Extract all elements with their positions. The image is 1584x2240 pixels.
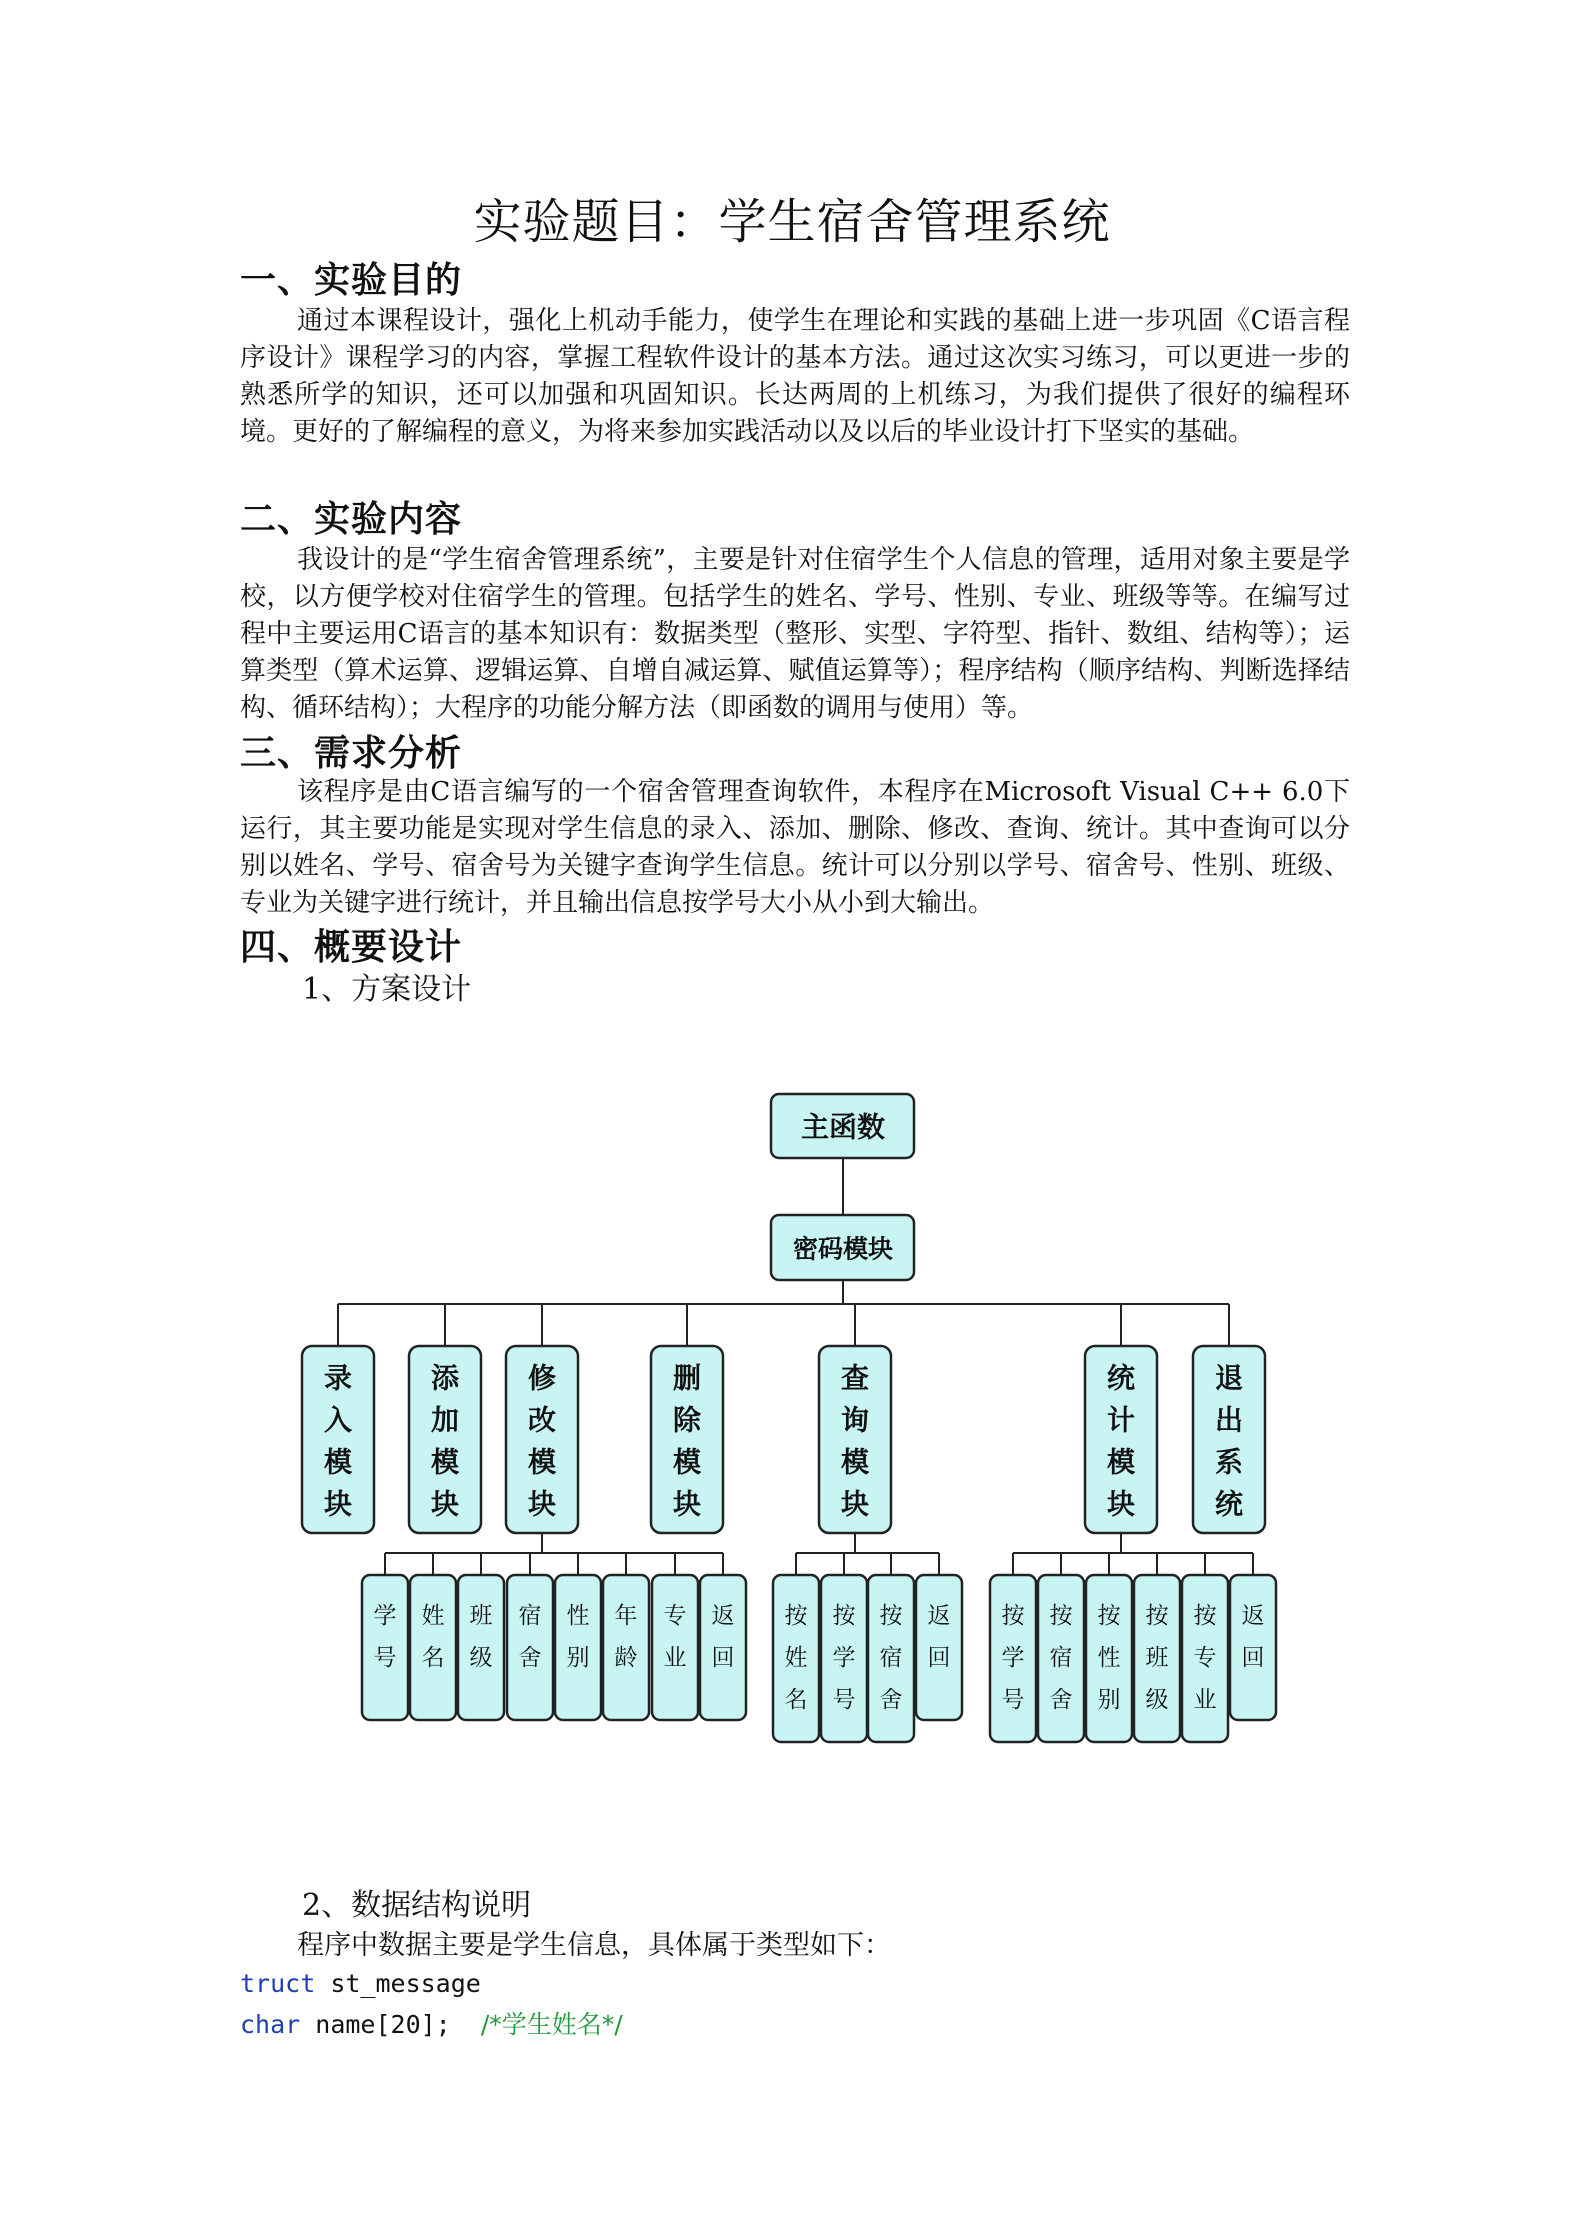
label-module-5-char: 块 — [1106, 1487, 1136, 1521]
label-module-5-char: 模 — [1106, 1445, 1136, 1479]
label-query-child-3-char: 返 — [927, 1603, 951, 1629]
label-modify-child-1-char: 姓 — [421, 1603, 445, 1629]
label-module-2-char: 修 — [527, 1361, 557, 1395]
section-paragraph-purpose: 通过本课程设计，强化上机动手能力，使学生在理论和实践的基础上进一步巩固《C语言程序设计》课程学习的内容，掌握工程软件设计的基本方法。通过这次实习练习，可以更进一步的熟悉所学的知识，还可以加强和巩固知识。长达两周的上机练习，为我们提供了很好的编程环境。更好的了解编程的意义，为将来参加实践活动以及以后的毕业设计打下坚实的基础。 — [240, 306, 1350, 447]
section-heading-design: 四、概要设计 — [240, 926, 463, 968]
section-paragraph-requirements: 该程序是由C语言编写的一个宿舍管理查询软件，本程序在Microsoft Visual C++ 6.0下运行，其主要功能是实现对学生信息的录入、添加、删除、修改、查询、统计。其中查询可以分别以姓名、学号、宿舍号为关键字查询学生信息。统计可以分别以学号、宿舍号、性别、班级、专业为关键字进行统计，并且输出信息按学号大小从小到大输出。 — [240, 777, 1350, 918]
subheading-scheme-design: 1、方案设计 — [302, 972, 472, 1007]
code-struct-name: st_message — [315, 1969, 481, 1998]
section-heading-requirements: 三、需求分析 — [240, 732, 463, 774]
label-query-child-1-char: 按 — [832, 1603, 856, 1629]
label-modify-child-5-char: 年 — [614, 1603, 638, 1629]
label-module-2-char: 模 — [527, 1445, 557, 1479]
label-modify-child-7-char: 返 — [711, 1603, 735, 1629]
label-stat-child-4-char: 按 — [1193, 1603, 1217, 1629]
label-password-module: 密码模块 — [792, 1234, 894, 1264]
label-stat-child-4-char: 专 — [1193, 1645, 1217, 1671]
label-module-5-char: 统 — [1106, 1361, 1136, 1395]
label-module-1-char: 块 — [430, 1487, 460, 1521]
section-heading-content: 二、实验内容 — [240, 498, 463, 540]
label-module-4-char: 模 — [840, 1445, 870, 1479]
label-query-child-1-char: 号 — [832, 1687, 856, 1713]
label-query-child-0-char: 名 — [784, 1687, 808, 1713]
label-module-4-char: 块 — [840, 1487, 870, 1521]
section-paragraph-content: 我设计的是“学生宿舍管理系统”，主要是针对住宿学生个人信息的管理，适用对象主要是学校，以方便学校对住宿学生的管理。包括学生的姓名、学号、性别、专业、班级等等。在编写过程中主要运用C语言的基本知识有：数据类型（整形、实型、字符型、指针、数组、结构等）；运算类型（算术运算、逻辑运算、自增自减运算、赋值运算等）；程序结构（顺序结构、判断选择结构、循环结构）；大程序的功能分解方法（即函数的调用与使用）等。 — [240, 545, 1350, 723]
label-module-6-char: 退 — [1214, 1361, 1244, 1395]
subheading-data-structure: 2、数据结构说明 — [302, 1888, 532, 1923]
label-modify-child-5-char: 龄 — [614, 1645, 638, 1671]
label-module-1-char: 模 — [430, 1445, 460, 1479]
code-keyword-struct: truct — [240, 1969, 316, 1998]
label-stat-child-2-char: 按 — [1097, 1603, 1121, 1629]
label-stat-child-0-char: 学 — [1001, 1645, 1025, 1671]
label-stat-child-5-char: 返 — [1241, 1603, 1265, 1629]
label-stat-child-2-char: 别 — [1097, 1687, 1121, 1713]
label-stat-child-0-char: 号 — [1001, 1687, 1025, 1713]
label-query-child-2-char: 按 — [879, 1603, 903, 1629]
label-stat-child-3-char: 班 — [1145, 1645, 1169, 1671]
label-modify-child-0-char: 学 — [373, 1603, 397, 1629]
code-line-struct — [240, 1966, 481, 2002]
label-module-0-char: 录 — [323, 1361, 353, 1395]
label-module-1-char: 添 — [430, 1361, 460, 1395]
label-module-6-char: 统 — [1214, 1487, 1244, 1521]
code-comment-name: /*学生姓名*/ — [480, 2010, 623, 2039]
label-module-3-char: 除 — [672, 1403, 702, 1437]
label-module-6-char: 出 — [1214, 1403, 1244, 1437]
document-title: 实验题目：学生宿舍管理系统 — [473, 194, 1111, 250]
label-query-child-3-char: 回 — [927, 1645, 951, 1671]
label-modify-child-2-char: 级 — [469, 1645, 493, 1671]
label-module-2-char: 改 — [527, 1403, 557, 1437]
label-modify-child-4-char: 别 — [566, 1645, 590, 1671]
label-main-function: 主函数 — [800, 1110, 886, 1144]
diagram-nodes — [302, 1094, 1276, 1742]
label-modify-child-0-char: 号 — [373, 1645, 397, 1671]
label-module-0-char: 块 — [323, 1487, 353, 1521]
label-query-child-2-char: 宿 — [879, 1645, 903, 1671]
label-modify-child-3-char: 宿 — [518, 1603, 542, 1629]
label-module-6-char: 系 — [1214, 1445, 1244, 1479]
label-query-child-0-char: 按 — [784, 1603, 808, 1629]
code-line-name — [240, 2007, 623, 2043]
section-heading-purpose: 一、实验目的 — [240, 259, 463, 301]
label-module-4-char: 询 — [840, 1403, 870, 1437]
label-module-2-char: 块 — [527, 1487, 557, 1521]
label-modify-child-2-char: 班 — [469, 1603, 493, 1629]
label-module-4-char: 查 — [840, 1361, 870, 1395]
label-module-3-char: 模 — [672, 1445, 702, 1479]
code-keyword-char: char — [240, 2010, 301, 2039]
label-modify-child-3-char: 舍 — [518, 1645, 542, 1671]
label-query-child-1-char: 学 — [832, 1645, 856, 1671]
label-module-1-char: 加 — [430, 1403, 460, 1437]
label-query-child-2-char: 舍 — [879, 1687, 903, 1713]
data-structure-description: 程序中数据主要是学生信息，具体属于类型如下： — [297, 1930, 891, 1961]
label-query-child-0-char: 姓 — [784, 1645, 808, 1671]
label-module-0-char: 模 — [323, 1445, 353, 1479]
label-stat-child-2-char: 性 — [1097, 1645, 1121, 1671]
label-module-0-char: 入 — [323, 1403, 353, 1437]
label-modify-child-4-char: 性 — [566, 1603, 590, 1629]
label-stat-child-0-char: 按 — [1001, 1603, 1025, 1629]
label-stat-child-3-char: 按 — [1145, 1603, 1169, 1629]
label-modify-child-6-char: 专 — [663, 1603, 687, 1629]
label-modify-child-6-char: 业 — [663, 1645, 687, 1671]
label-stat-child-1-char: 舍 — [1049, 1687, 1073, 1713]
label-modify-child-1-char: 名 — [421, 1645, 445, 1671]
label-stat-child-4-char: 业 — [1193, 1687, 1217, 1713]
label-stat-child-5-char: 回 — [1241, 1645, 1265, 1671]
label-module-3-char: 块 — [672, 1487, 702, 1521]
label-stat-child-1-char: 按 — [1049, 1603, 1073, 1629]
code-field-name: name[20]; — [300, 2010, 481, 2039]
label-modify-child-7-char: 回 — [711, 1645, 735, 1671]
label-stat-child-3-char: 级 — [1145, 1687, 1169, 1713]
label-module-5-char: 计 — [1106, 1403, 1136, 1437]
label-stat-child-1-char: 宿 — [1049, 1645, 1073, 1671]
label-module-3-char: 删 — [672, 1361, 702, 1395]
